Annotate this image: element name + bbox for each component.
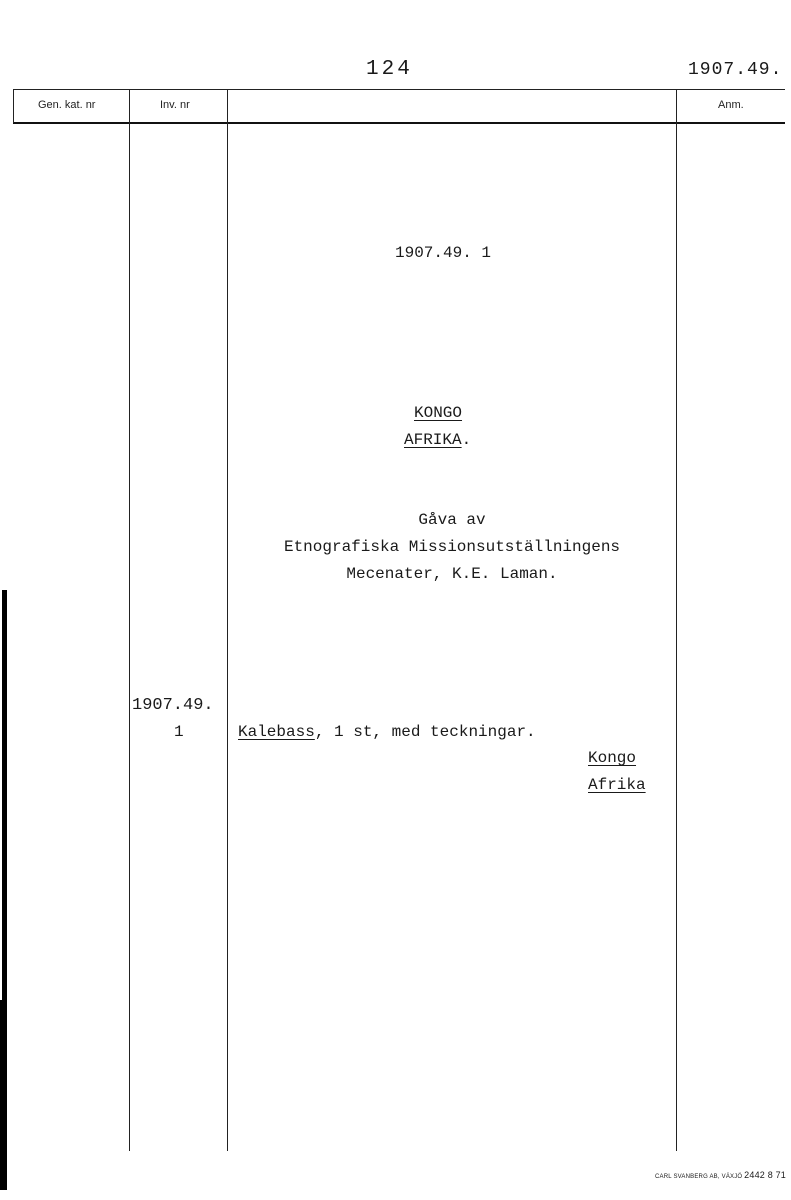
entry-place-line-2: Afrika — [588, 776, 646, 794]
catalog-number-header: 1907.49. — [688, 60, 783, 80]
entry-place-line-1: Kongo — [588, 749, 637, 767]
page-number: 124 — [366, 58, 413, 81]
item-desc: , 1 st, med teckningar. — [314, 723, 536, 741]
continent-heading — [404, 431, 471, 449]
table-left-border — [13, 89, 14, 123]
col-header-anm: Anm. — [718, 99, 744, 111]
donation-line-3: Mecenater, K.E. Laman. — [346, 565, 558, 583]
item-name: Kalebass — [238, 723, 315, 741]
entry-description — [238, 723, 536, 741]
printer-name: CARL SVANBERG AB, VÄXJÖ — [655, 1174, 743, 1180]
entry-inv-nr-line-1: 1907.49. — [132, 696, 214, 715]
donation-line-1: Gåva av — [418, 511, 486, 529]
region-heading: KONGO — [414, 404, 463, 422]
scan-edge-shadow-lower — [0, 1000, 3, 1190]
col-divider-2 — [227, 89, 228, 1151]
entry-inv-nr-line-2: 1 — [174, 723, 184, 741]
continent-text: AFRIKA — [404, 431, 462, 449]
col-divider-1 — [129, 89, 130, 1151]
donation-line-2: Etnografiska Missionsutställningens — [283, 538, 621, 556]
printer-imprint — [655, 1170, 786, 1180]
continent-suffix: . — [461, 431, 472, 449]
section-number: 1907.49. 1 — [395, 244, 492, 262]
printer-code: 2442 8 71 — [744, 1170, 787, 1180]
col-header-gen-kat-nr: Gen. kat. nr — [38, 99, 96, 111]
col-header-inv-nr: Inv. nr — [160, 99, 190, 111]
col-divider-3 — [676, 89, 677, 1151]
